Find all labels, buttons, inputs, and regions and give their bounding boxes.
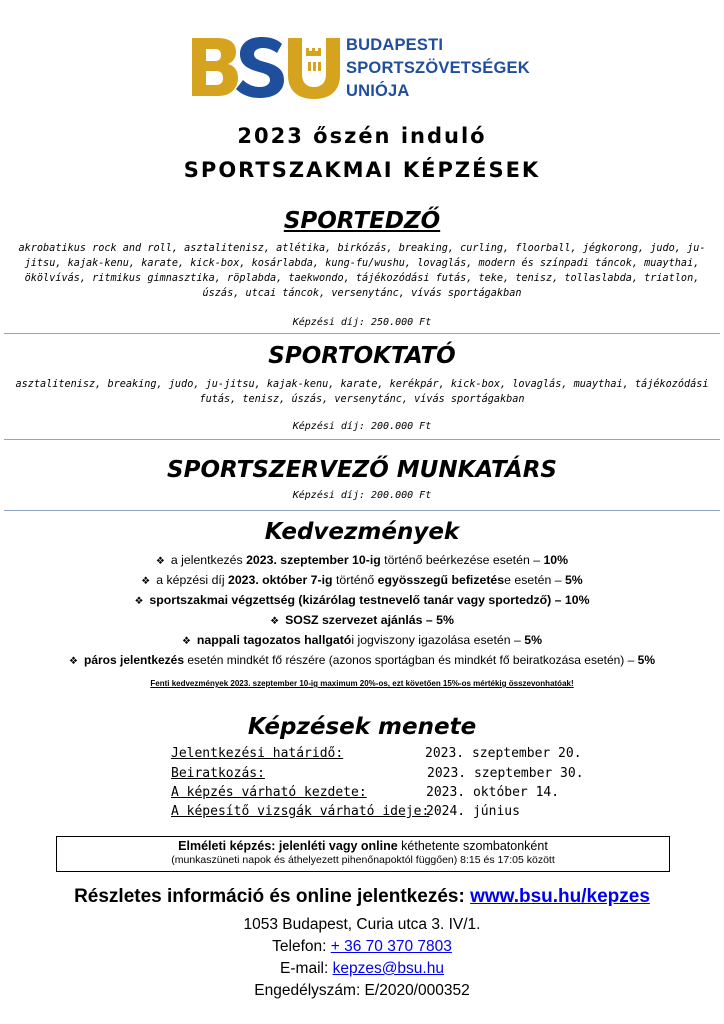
logo-text — [346, 34, 530, 103]
discount-item: ❖ páros jelentkezés esetén mindkét fő részére (azonos sportágban és mindkét fő beiratkozása esetén) – 5% — [69, 653, 655, 667]
theory-line-1: Elméleti képzés: jelenléti vagy online kéthetente szombatonként — [178, 839, 548, 853]
course-title-sportszervezo: SPORTSZERVEZŐ MUNKATÁRS — [167, 457, 557, 483]
divider — [4, 510, 720, 511]
website-link[interactable]: www.bsu.hu/kepzes — [470, 886, 650, 907]
page-title-line-2: SPORTSZAKMAI KÉPZÉSEK — [183, 158, 541, 182]
logo-line-3: UNIÓJA — [346, 82, 410, 100]
discount-item: ❖ SOSZ szervezet ajánlás – 5% — [270, 613, 454, 627]
license-number: Engedélyszám: E/2020/000352 — [254, 982, 470, 999]
discount-item: ❖ a jelentkezés 2023. szeptember 10-ig történő beérkezése esetén – 10% — [155, 553, 569, 567]
course-fee-sportszervezo: Képzési díj: 200.000 Ft — [292, 490, 432, 501]
course-sports-sportedzo: akrobatikus rock and roll, asztalitenisz, atlétika, birkózás, breaking, curling, floorball, jégkorong, judo, ju-jitsu, kajak-kenu, karate, kick-box, kosárlabda, kung-fu/wushu, lovaglás, modern és színpadi táncok, muaythai, ökölvívás, ritmikus gimnasztika, röplabda, taekwondo, tájékozódási futás, teke, tenisz, tollaslabda, triatlon, úszás, utcai táncok, versenytánc, vívás sportágakban — [18, 243, 706, 299]
diamond-bullet-icon: ❖ — [134, 596, 144, 607]
phone-link[interactable]: + 36 70 370 7803 — [330, 938, 452, 955]
schedule-value: 2023. szeptember 20. — [425, 746, 582, 761]
course-fee-sportedzo: Képzési díj: 250.000 Ft — [292, 317, 432, 328]
course-title-sportoktato: SPORTOKTATÓ — [268, 343, 456, 369]
bsu-logo-mark — [190, 34, 340, 106]
schedule-value: 2023. október 14. — [426, 785, 560, 800]
schedule-label: A képzés várható kezdete: — [171, 785, 367, 800]
theory-info-box — [56, 836, 670, 872]
schedule-label: Jelentkezési határidő: — [171, 746, 344, 761]
logo-line-1: BUDAPESTI — [346, 36, 444, 54]
discount-note: Fenti kedvezmények 2023. szeptember 10-ig maximum 20%-os, ezt követően 15%-os mértékig összevonhatóak! — [150, 679, 574, 688]
course-sports-sportoktato: asztalitenisz, breaking, judo, ju-jitsu, kajak-kenu, karate, kerékpár, kick-box, lovaglás, muaythai, tájékozódási futás, tenisz, úszás, versenytánc, vívás sportágakban — [15, 379, 709, 405]
diamond-bullet-icon: ❖ — [69, 656, 78, 667]
page-title-line-1: 2023 őszén induló — [237, 124, 487, 148]
diamond-bullet-icon: ❖ — [155, 556, 165, 567]
email-link[interactable]: kepzes@bsu.hu — [332, 960, 444, 977]
diamond-bullet-icon: ❖ — [141, 576, 151, 587]
contact-email: E-mail: kepzes@bsu.hu — [280, 960, 444, 977]
divider — [4, 333, 720, 334]
logo-line-2: SPORTSZÖVETSÉGEK — [346, 59, 530, 77]
schedule-label: Beiratkozás: — [171, 766, 265, 781]
schedule-label: A képesítő vizsgák várható ideje: — [171, 804, 430, 819]
divider — [4, 439, 720, 440]
contact-address: 1053 Budapest, Curia utca 3. IV/1. — [243, 916, 481, 933]
discount-item: ❖ nappali tagozatos hallgatói jogviszony igazolása esetén – 5% — [181, 633, 543, 647]
discount-item: ❖ a képzési díj 2023. október 7-ig történő egyösszegű befizetése esetén – 5% — [141, 573, 583, 587]
diamond-bullet-icon: ❖ — [270, 616, 280, 627]
schedule-value: 2024. június — [426, 804, 520, 819]
course-fee-sportoktato: Képzési díj: 200.000 Ft — [292, 421, 432, 432]
contact-heading: Részletes információ és online jelentkezés: www.bsu.hu/kepzes — [74, 886, 650, 907]
bsu-logo — [190, 34, 535, 106]
theory-line-2: (munkaszüneti napok és áthelyezett pihenőnapoktól függően) 8:15 és 17:05 között — [171, 854, 555, 866]
discount-item: ❖ sportszakmai végzettség (kizárólag testnevelő tanár vagy sportedző) – 10% — [134, 593, 590, 607]
schedule-title: Képzések menete — [247, 714, 477, 740]
discounts-title: Kedvezmények — [264, 519, 460, 545]
diamond-bullet-icon: ❖ — [181, 636, 191, 647]
schedule-value: 2023. szeptember 30. — [427, 766, 584, 781]
contact-phone: Telefon: + 36 70 370 7803 — [272, 938, 452, 955]
course-title-sportedzo: SPORTEDZŐ — [283, 208, 441, 234]
